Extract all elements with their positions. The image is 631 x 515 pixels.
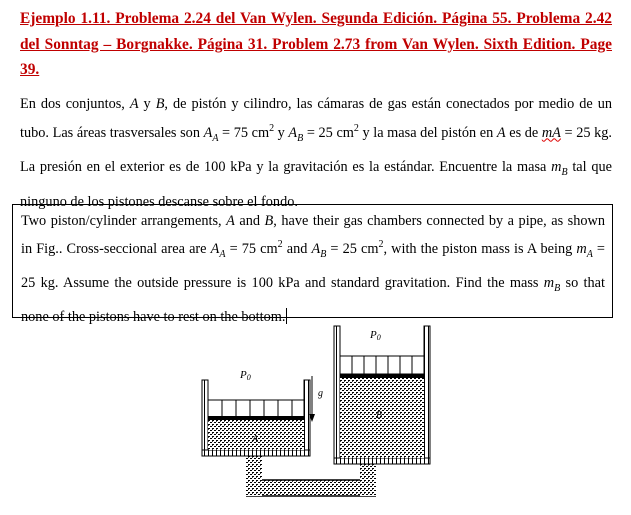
label-b: B (376, 410, 383, 421)
pressure-label-left: P0 (240, 369, 251, 382)
cylinder-a (202, 369, 310, 456)
piston-b (340, 356, 424, 378)
spellcheck-word: mA (541, 124, 561, 141)
cylinder-b (334, 326, 430, 464)
english-statement[interactable]: Two piston/cylinder arrangements, A and B, have their gas chambers connected by a pipe, as shown in Fig.. Cross-seccional area are $A_A = 75$ $cm^2$ and $A_B = 25$ $cm^2$, with the piston mass is A being $m_A = 25$ kg. Assume the outside pressure is 100 kPa and standard gravitation. Find the mass $m_B$ so that none of the pistons have to rest on the bottom. (21, 213, 605, 326)
example-heading: Ejemplo 1.11. Problema 2.24 del Van Wylen. Segunda Edición. Página 55. Problema 2.42 del Sonntag – Borgnakke. Página 31. Problem 2.73 from Van Wylen. Sixth Edition. Page 39. (20, 10, 612, 78)
gravity-label: g (318, 388, 323, 399)
pressure-label-right: P0 (370, 329, 381, 342)
piston-a (208, 400, 304, 420)
spanish-statement: En dos conjuntos, A y B, de pistón y cilindro, las cámaras de gas están conectados por medio de un tubo. Las áreas trasversales son $A_A = 75$ $cm^2$ y $A_B = 25$ $cm^2$ y la masa del pistón en A es de mA = 25 kg. La presión en el exterior es de 100 kPa y la gravitación es la estándar. Encuentre la masa $m_B$ tal que ninguno de los pistones descanse sobre el fondo. (20, 96, 613, 210)
label-a: A (252, 434, 259, 445)
